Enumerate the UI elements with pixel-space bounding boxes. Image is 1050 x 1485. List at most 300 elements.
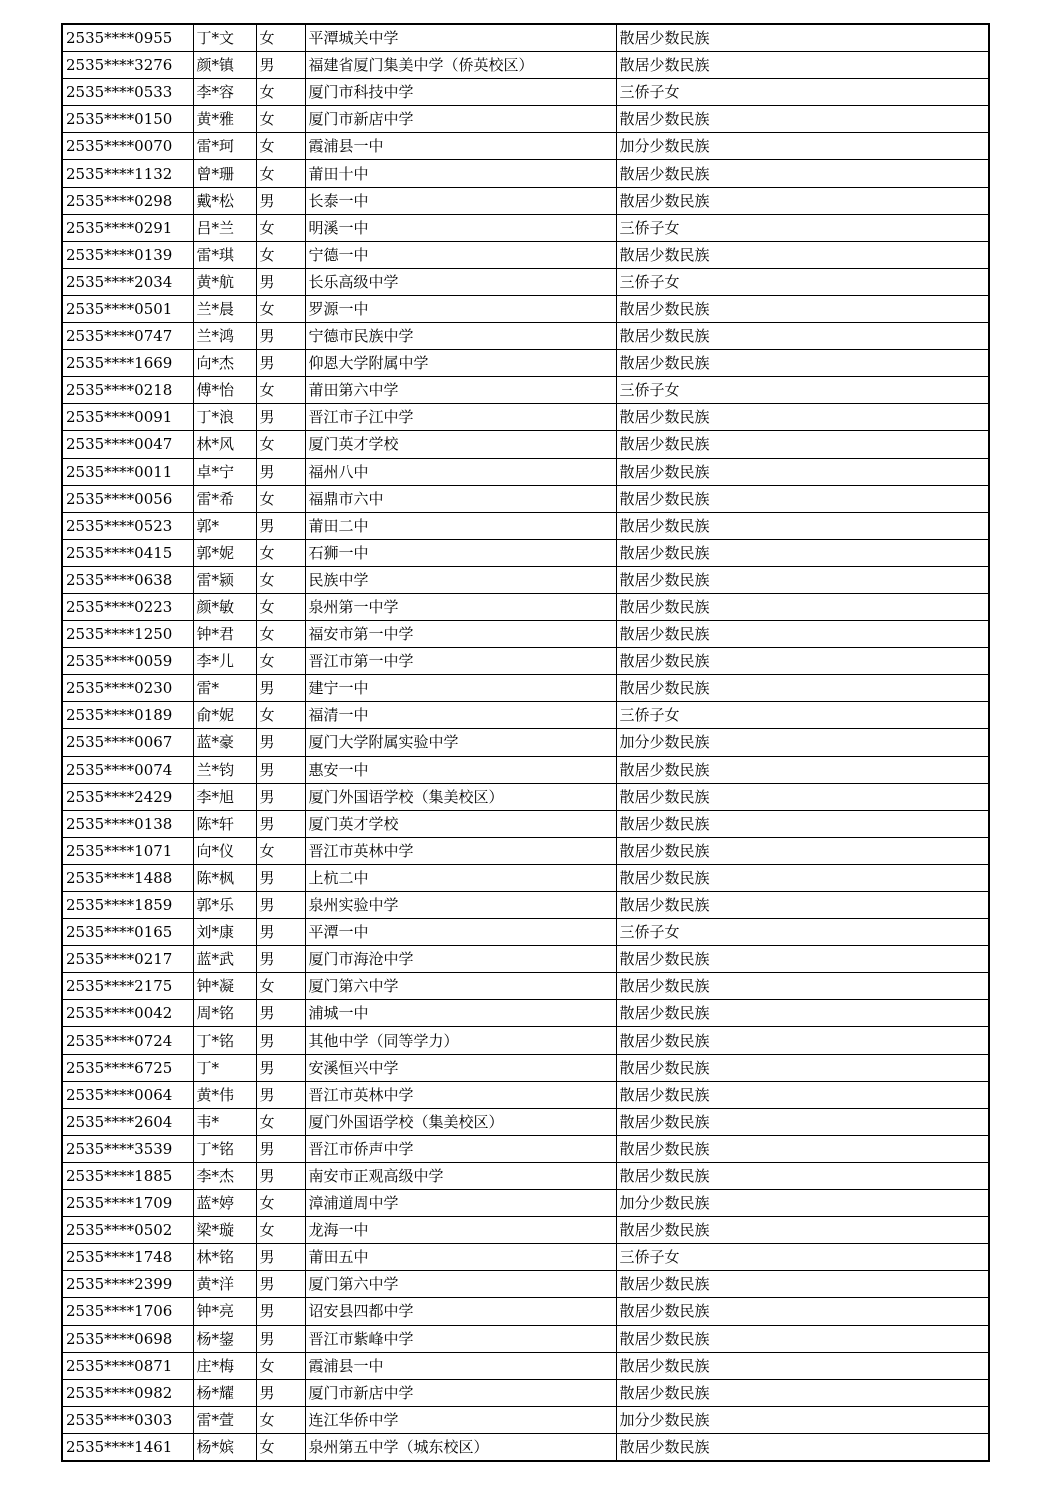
name-cell: 丁*浪 <box>193 404 256 431</box>
category-cell: 散居少数民族 <box>616 783 989 810</box>
gender-cell: 男 <box>256 1325 305 1352</box>
table-row <box>62 783 989 810</box>
category-cell: 散居少数民族 <box>616 187 989 214</box>
gender-cell: 女 <box>256 648 305 675</box>
exam-id-cell: 2535****0223 <box>62 593 193 620</box>
school-cell: 建宁一中 <box>305 675 616 702</box>
exam-id-cell: 2535****2175 <box>62 973 193 1000</box>
category-cell: 散居少数民族 <box>616 404 989 431</box>
exam-id-cell: 2535****0011 <box>62 458 193 485</box>
category-cell: 散居少数民族 <box>616 675 989 702</box>
gender-cell: 女 <box>256 214 305 241</box>
name-cell: 庄*梅 <box>193 1352 256 1379</box>
name-cell: 兰*钧 <box>193 756 256 783</box>
gender-cell: 女 <box>256 24 305 52</box>
gender-cell: 女 <box>256 295 305 322</box>
table-row <box>62 404 989 431</box>
school-cell: 龙海一中 <box>305 1217 616 1244</box>
exam-id-cell: 2535****0638 <box>62 566 193 593</box>
gender-cell: 男 <box>256 187 305 214</box>
name-cell: 丁*铭 <box>193 1027 256 1054</box>
school-cell: 民族中学 <box>305 566 616 593</box>
table-row <box>62 1433 989 1461</box>
exam-id-cell: 2535****0059 <box>62 648 193 675</box>
category-cell: 散居少数民族 <box>616 648 989 675</box>
table-row <box>62 946 989 973</box>
gender-cell: 女 <box>256 1190 305 1217</box>
exam-id-cell: 2535****0415 <box>62 539 193 566</box>
school-cell: 莆田五中 <box>305 1244 616 1271</box>
category-cell: 散居少数民族 <box>616 350 989 377</box>
table-row <box>62 1162 989 1189</box>
table-row <box>62 241 989 268</box>
gender-cell: 女 <box>256 377 305 404</box>
table-row <box>62 485 989 512</box>
school-cell: 厦门市新店中学 <box>305 106 616 133</box>
name-cell: 傅*怡 <box>193 377 256 404</box>
gender-cell: 男 <box>256 1162 305 1189</box>
name-cell: 杨*嫔 <box>193 1433 256 1461</box>
category-cell: 三侨子女 <box>616 377 989 404</box>
gender-cell: 女 <box>256 837 305 864</box>
name-cell: 曾*珊 <box>193 160 256 187</box>
name-cell: 吕*兰 <box>193 214 256 241</box>
name-cell: 杨*鋆 <box>193 1325 256 1352</box>
school-cell: 福建省厦门集美中学（侨英校区） <box>305 52 616 79</box>
school-cell: 漳浦道周中学 <box>305 1190 616 1217</box>
exam-id-cell: 2535****1461 <box>62 1433 193 1461</box>
name-cell: 黄*洋 <box>193 1271 256 1298</box>
name-cell: 俞*妮 <box>193 702 256 729</box>
category-cell: 散居少数民族 <box>616 1433 989 1461</box>
school-cell: 浦城一中 <box>305 1000 616 1027</box>
school-cell: 厦门英才学校 <box>305 810 616 837</box>
table-row <box>62 1244 989 1271</box>
school-cell: 石狮一中 <box>305 539 616 566</box>
name-cell: 雷*颍 <box>193 566 256 593</box>
table-row <box>62 160 989 187</box>
name-cell: 丁*铭 <box>193 1135 256 1162</box>
school-cell: 长泰一中 <box>305 187 616 214</box>
category-cell: 散居少数民族 <box>616 1081 989 1108</box>
exam-id-cell: 2535****0138 <box>62 810 193 837</box>
table-row <box>62 214 989 241</box>
exam-id-cell: 2535****0501 <box>62 295 193 322</box>
name-cell: 颜*镇 <box>193 52 256 79</box>
table-row <box>62 1027 989 1054</box>
category-cell: 散居少数民族 <box>616 512 989 539</box>
table-row <box>62 24 989 52</box>
gender-cell: 男 <box>256 1054 305 1081</box>
school-cell: 宁德市民族中学 <box>305 323 616 350</box>
name-cell: 黄*雅 <box>193 106 256 133</box>
exam-id-cell: 2535****0955 <box>62 24 193 52</box>
table-row <box>62 268 989 295</box>
gender-cell: 男 <box>256 1081 305 1108</box>
table-row <box>62 1406 989 1433</box>
school-cell: 上杭二中 <box>305 864 616 891</box>
exam-id-cell: 2535****0291 <box>62 214 193 241</box>
category-cell: 散居少数民族 <box>616 864 989 891</box>
exam-id-cell: 2535****0067 <box>62 729 193 756</box>
category-cell: 散居少数民族 <box>616 810 989 837</box>
table-row <box>62 79 989 106</box>
table-row <box>62 187 989 214</box>
gender-cell: 女 <box>256 621 305 648</box>
name-cell: 兰*鸿 <box>193 323 256 350</box>
table-row <box>62 756 989 783</box>
gender-cell: 女 <box>256 106 305 133</box>
school-cell: 晋江市英林中学 <box>305 1081 616 1108</box>
table-row <box>62 837 989 864</box>
table-row <box>62 106 989 133</box>
name-cell: 蓝*武 <box>193 946 256 973</box>
school-cell: 厦门外国语学校（集美校区） <box>305 783 616 810</box>
exam-id-cell: 2535****1709 <box>62 1190 193 1217</box>
school-cell: 莆田第六中学 <box>305 377 616 404</box>
gender-cell: 男 <box>256 268 305 295</box>
name-cell: 李*容 <box>193 79 256 106</box>
category-cell: 三侨子女 <box>616 919 989 946</box>
category-cell: 散居少数民族 <box>616 837 989 864</box>
name-cell: 向*仪 <box>193 837 256 864</box>
category-cell: 散居少数民族 <box>616 241 989 268</box>
category-cell: 散居少数民族 <box>616 1054 989 1081</box>
school-cell: 惠安一中 <box>305 756 616 783</box>
school-cell: 平潭城关中学 <box>305 24 616 52</box>
name-cell: 雷*萱 <box>193 1406 256 1433</box>
table-row <box>62 1325 989 1352</box>
gender-cell: 男 <box>256 512 305 539</box>
gender-cell: 女 <box>256 160 305 187</box>
exam-id-cell: 2535****1859 <box>62 892 193 919</box>
name-cell: 雷*希 <box>193 485 256 512</box>
school-cell: 泉州实验中学 <box>305 892 616 919</box>
exam-id-cell: 2535****0298 <box>62 187 193 214</box>
category-cell: 散居少数民族 <box>616 756 989 783</box>
category-cell: 散居少数民族 <box>616 539 989 566</box>
name-cell: 陈*枫 <box>193 864 256 891</box>
table-row <box>62 729 989 756</box>
table-row <box>62 1379 989 1406</box>
school-cell: 连江华侨中学 <box>305 1406 616 1433</box>
table-row <box>62 1298 989 1325</box>
name-cell: 黄*伟 <box>193 1081 256 1108</box>
exam-id-cell: 2535****0523 <box>62 512 193 539</box>
exam-id-cell: 2535****3539 <box>62 1135 193 1162</box>
exam-id-cell: 2535****0230 <box>62 675 193 702</box>
gender-cell: 男 <box>256 1135 305 1162</box>
category-cell: 三侨子女 <box>616 702 989 729</box>
name-cell: 李*旭 <box>193 783 256 810</box>
school-cell: 其他中学（同等学力） <box>305 1027 616 1054</box>
gender-cell: 男 <box>256 783 305 810</box>
school-cell: 长乐高级中学 <box>305 268 616 295</box>
gender-cell: 男 <box>256 323 305 350</box>
table-row <box>62 1217 989 1244</box>
gender-cell: 男 <box>256 1379 305 1406</box>
school-cell: 厦门市科技中学 <box>305 79 616 106</box>
exam-id-cell: 2535****2604 <box>62 1108 193 1135</box>
school-cell: 厦门市新店中学 <box>305 1379 616 1406</box>
name-cell: 丁* <box>193 1054 256 1081</box>
exam-id-cell: 2535****1669 <box>62 350 193 377</box>
category-cell: 散居少数民族 <box>616 1298 989 1325</box>
name-cell: 郭* <box>193 512 256 539</box>
category-cell: 散居少数民族 <box>616 1135 989 1162</box>
category-cell: 散居少数民族 <box>616 52 989 79</box>
table-row <box>62 1271 989 1298</box>
school-cell: 诏安县四都中学 <box>305 1298 616 1325</box>
table-row <box>62 973 989 1000</box>
category-cell: 散居少数民族 <box>616 973 989 1000</box>
school-cell: 莆田二中 <box>305 512 616 539</box>
name-cell: 梁*璇 <box>193 1217 256 1244</box>
school-cell: 厦门第六中学 <box>305 1271 616 1298</box>
table-row <box>62 323 989 350</box>
gender-cell: 男 <box>256 675 305 702</box>
school-cell: 罗源一中 <box>305 295 616 322</box>
gender-cell: 男 <box>256 458 305 485</box>
roster-table <box>61 23 990 1462</box>
exam-id-cell: 2535****0218 <box>62 377 193 404</box>
category-cell: 散居少数民族 <box>616 1325 989 1352</box>
exam-id-cell: 2535****0150 <box>62 106 193 133</box>
table-row <box>62 377 989 404</box>
school-cell: 泉州第一中学 <box>305 593 616 620</box>
school-cell: 明溪一中 <box>305 214 616 241</box>
gender-cell: 女 <box>256 1352 305 1379</box>
name-cell: 林*铭 <box>193 1244 256 1271</box>
category-cell: 加分少数民族 <box>616 1406 989 1433</box>
table-row <box>62 621 989 648</box>
name-cell: 钟*亮 <box>193 1298 256 1325</box>
exam-id-cell: 2535****1250 <box>62 621 193 648</box>
category-cell: 散居少数民族 <box>616 323 989 350</box>
category-cell: 加分少数民族 <box>616 729 989 756</box>
table-row <box>62 458 989 485</box>
exam-id-cell: 2535****3276 <box>62 52 193 79</box>
category-cell: 三侨子女 <box>616 79 989 106</box>
school-cell: 厦门第六中学 <box>305 973 616 1000</box>
school-cell: 泉州第五中学（城东校区） <box>305 1433 616 1461</box>
exam-id-cell: 2535****1748 <box>62 1244 193 1271</box>
name-cell: 丁*文 <box>193 24 256 52</box>
gender-cell: 女 <box>256 539 305 566</box>
gender-cell: 女 <box>256 1217 305 1244</box>
table-row <box>62 1108 989 1135</box>
category-cell: 散居少数民族 <box>616 431 989 458</box>
gender-cell: 男 <box>256 892 305 919</box>
exam-id-cell: 2535****0303 <box>62 1406 193 1433</box>
gender-cell: 女 <box>256 485 305 512</box>
category-cell: 散居少数民族 <box>616 458 989 485</box>
school-cell: 晋江市子江中学 <box>305 404 616 431</box>
category-cell: 散居少数民族 <box>616 621 989 648</box>
category-cell: 散居少数民族 <box>616 1000 989 1027</box>
gender-cell: 男 <box>256 1000 305 1027</box>
school-cell: 晋江市侨声中学 <box>305 1135 616 1162</box>
gender-cell: 女 <box>256 973 305 1000</box>
table-row <box>62 1190 989 1217</box>
exam-id-cell: 2535****0533 <box>62 79 193 106</box>
table-row <box>62 52 989 79</box>
exam-id-cell: 2535****0871 <box>62 1352 193 1379</box>
table-row <box>62 431 989 458</box>
gender-cell: 男 <box>256 946 305 973</box>
exam-id-cell: 2535****2429 <box>62 783 193 810</box>
gender-cell: 男 <box>256 1244 305 1271</box>
school-cell: 霞浦县一中 <box>305 133 616 160</box>
category-cell: 散居少数民族 <box>616 593 989 620</box>
gender-cell: 男 <box>256 1027 305 1054</box>
name-cell: 郭*乐 <box>193 892 256 919</box>
school-cell: 南安市正观高级中学 <box>305 1162 616 1189</box>
category-cell: 散居少数民族 <box>616 1108 989 1135</box>
category-cell: 散居少数民族 <box>616 1217 989 1244</box>
exam-id-cell: 2535****1132 <box>62 160 193 187</box>
gender-cell: 女 <box>256 1406 305 1433</box>
table-row <box>62 919 989 946</box>
exam-id-cell: 2535****0047 <box>62 431 193 458</box>
school-cell: 福清一中 <box>305 702 616 729</box>
category-cell: 散居少数民族 <box>616 946 989 973</box>
name-cell: 韦* <box>193 1108 256 1135</box>
school-cell: 晋江市第一中学 <box>305 648 616 675</box>
school-cell: 厦门市海沧中学 <box>305 946 616 973</box>
exam-id-cell: 2535****6725 <box>62 1054 193 1081</box>
table-row <box>62 864 989 891</box>
exam-id-cell: 2535****0982 <box>62 1379 193 1406</box>
roster-body <box>62 24 989 1461</box>
category-cell: 三侨子女 <box>616 268 989 295</box>
exam-id-cell: 2535****1488 <box>62 864 193 891</box>
table-row <box>62 1054 989 1081</box>
name-cell: 林*风 <box>193 431 256 458</box>
school-cell: 福安市第一中学 <box>305 621 616 648</box>
name-cell: 钟*凝 <box>193 973 256 1000</box>
school-cell: 晋江市紫峰中学 <box>305 1325 616 1352</box>
exam-id-cell: 2535****2399 <box>62 1271 193 1298</box>
gender-cell: 女 <box>256 702 305 729</box>
category-cell: 三侨子女 <box>616 1244 989 1271</box>
table-row <box>62 675 989 702</box>
exam-id-cell: 2535****1706 <box>62 1298 193 1325</box>
exam-id-cell: 2535****0139 <box>62 241 193 268</box>
gender-cell: 男 <box>256 1271 305 1298</box>
category-cell: 散居少数民族 <box>616 566 989 593</box>
table-row <box>62 1135 989 1162</box>
gender-cell: 女 <box>256 566 305 593</box>
exam-id-cell: 2535****0189 <box>62 702 193 729</box>
table-row <box>62 593 989 620</box>
gender-cell: 女 <box>256 133 305 160</box>
name-cell: 刘*康 <box>193 919 256 946</box>
gender-cell: 女 <box>256 593 305 620</box>
table-row <box>62 539 989 566</box>
school-cell: 安溪恒兴中学 <box>305 1054 616 1081</box>
category-cell: 散居少数民族 <box>616 892 989 919</box>
category-cell: 散居少数民族 <box>616 1271 989 1298</box>
gender-cell: 女 <box>256 79 305 106</box>
school-cell: 晋江市英林中学 <box>305 837 616 864</box>
table-row <box>62 566 989 593</box>
table-row <box>62 350 989 377</box>
gender-cell: 男 <box>256 756 305 783</box>
name-cell: 雷*琪 <box>193 241 256 268</box>
gender-cell: 男 <box>256 864 305 891</box>
school-cell: 宁德一中 <box>305 241 616 268</box>
category-cell: 加分少数民族 <box>616 133 989 160</box>
table-row <box>62 1081 989 1108</box>
table-row <box>62 702 989 729</box>
category-cell: 散居少数民族 <box>616 485 989 512</box>
gender-cell: 女 <box>256 1433 305 1461</box>
exam-id-cell: 2535****0217 <box>62 946 193 973</box>
exam-id-cell: 2535****0698 <box>62 1325 193 1352</box>
gender-cell: 女 <box>256 1108 305 1135</box>
name-cell: 戴*松 <box>193 187 256 214</box>
name-cell: 李*儿 <box>193 648 256 675</box>
category-cell: 散居少数民族 <box>616 1352 989 1379</box>
school-cell: 平潭一中 <box>305 919 616 946</box>
exam-id-cell: 2535****1071 <box>62 837 193 864</box>
gender-cell: 男 <box>256 52 305 79</box>
exam-id-cell: 2535****0070 <box>62 133 193 160</box>
exam-id-cell: 2535****0502 <box>62 1217 193 1244</box>
exam-id-cell: 2535****0042 <box>62 1000 193 1027</box>
table-row <box>62 892 989 919</box>
table-row <box>62 133 989 160</box>
exam-id-cell: 2535****0165 <box>62 919 193 946</box>
gender-cell: 男 <box>256 919 305 946</box>
category-cell: 散居少数民族 <box>616 24 989 52</box>
exam-id-cell: 2535****0747 <box>62 323 193 350</box>
name-cell: 黄*航 <box>193 268 256 295</box>
table-row <box>62 1000 989 1027</box>
exam-id-cell: 2535****0074 <box>62 756 193 783</box>
name-cell: 李*杰 <box>193 1162 256 1189</box>
category-cell: 加分少数民族 <box>616 1190 989 1217</box>
name-cell: 向*杰 <box>193 350 256 377</box>
name-cell: 蓝*婷 <box>193 1190 256 1217</box>
category-cell: 散居少数民族 <box>616 1379 989 1406</box>
exam-id-cell: 2535****0091 <box>62 404 193 431</box>
name-cell: 卓*宁 <box>193 458 256 485</box>
table-row <box>62 810 989 837</box>
name-cell: 陈*轩 <box>193 810 256 837</box>
name-cell: 杨*耀 <box>193 1379 256 1406</box>
gender-cell: 男 <box>256 350 305 377</box>
gender-cell: 男 <box>256 729 305 756</box>
category-cell: 散居少数民族 <box>616 1162 989 1189</box>
gender-cell: 男 <box>256 1298 305 1325</box>
name-cell: 蓝*豪 <box>193 729 256 756</box>
name-cell: 颜*敏 <box>193 593 256 620</box>
school-cell: 仰恩大学附属中学 <box>305 350 616 377</box>
table-row <box>62 512 989 539</box>
school-cell: 厦门英才学校 <box>305 431 616 458</box>
category-cell: 散居少数民族 <box>616 160 989 187</box>
gender-cell: 男 <box>256 810 305 837</box>
name-cell: 周*铭 <box>193 1000 256 1027</box>
exam-id-cell: 2535****2034 <box>62 268 193 295</box>
school-cell: 福鼎市六中 <box>305 485 616 512</box>
category-cell: 散居少数民族 <box>616 295 989 322</box>
exam-id-cell: 2535****0064 <box>62 1081 193 1108</box>
table-row <box>62 295 989 322</box>
school-cell: 厦门大学附属实验中学 <box>305 729 616 756</box>
